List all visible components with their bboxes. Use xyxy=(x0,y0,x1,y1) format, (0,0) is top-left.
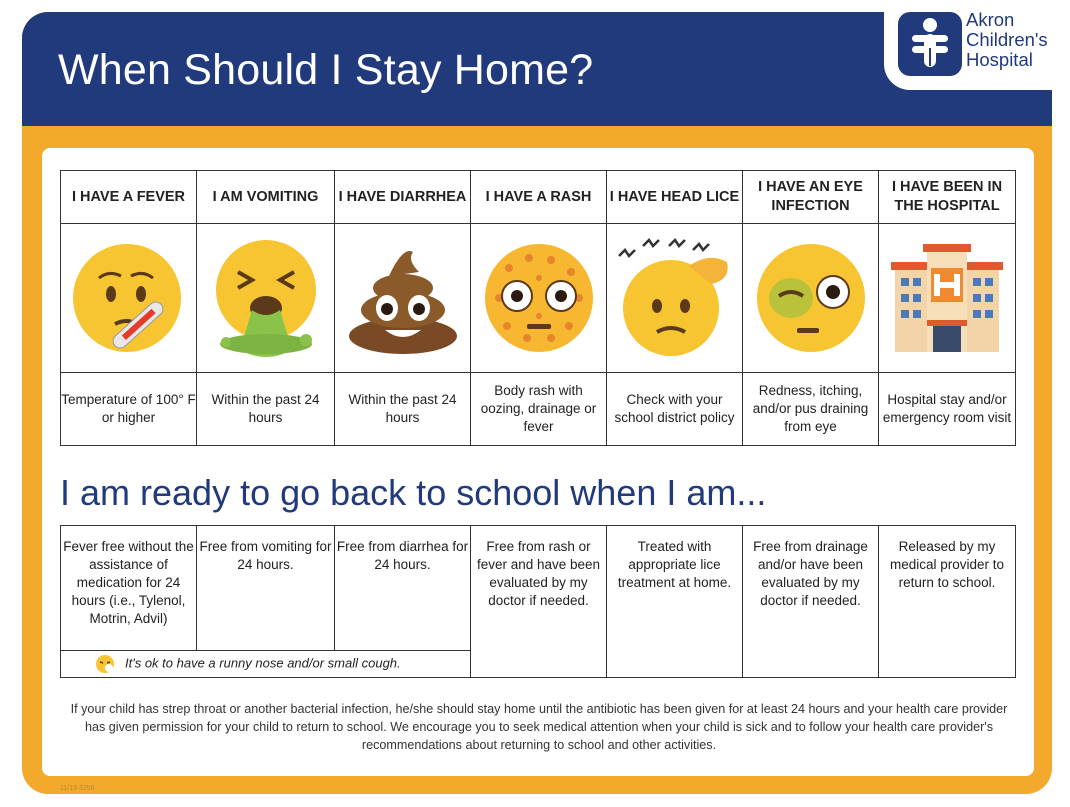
hospital-logo-icon xyxy=(898,12,962,76)
symptom-heading: I HAVE HEAD LICE xyxy=(607,171,743,224)
symptom-heading: I HAVE A RASH xyxy=(471,171,607,224)
return-criterion: Free from drainage and/or have been evaluated by my doctor if needed. xyxy=(743,526,879,678)
thermometer-face-icon xyxy=(61,224,197,373)
rash-face-icon xyxy=(471,224,607,373)
runny-nose-note xyxy=(61,651,471,678)
logo-line: Akron xyxy=(966,9,1015,30)
return-criteria-table xyxy=(60,525,1016,678)
poop-icon xyxy=(335,224,471,373)
logo-line: Children's xyxy=(966,29,1048,50)
return-criterion: Free from vomiting for 24 hours. xyxy=(197,526,335,651)
page-title: When Should I Stay Home? xyxy=(58,46,594,94)
stay-home-table xyxy=(60,170,1016,446)
symptom-detail: Temperature of 100° F or higher xyxy=(61,373,197,446)
symptom-heading: I HAVE AN EYE INFECTION xyxy=(743,171,879,224)
return-criterion: Treated with appropriate lice treatment at home. xyxy=(607,526,743,678)
return-criterion: Free from rash or fever and have been evaluated by my doctor if needed. xyxy=(471,526,607,678)
footer-note: If your child has strep throat or another bacterial infection, he/she should stay home until the antibiotic has been given for at least 24 hours and your health care provider has given permission for your child to return to school. We encourage you to seek medical attention when your child is sick and to follow your health care provider's recommendations about returning to school and other activities. xyxy=(70,702,1008,752)
document-code: 11/19 3256 xyxy=(60,785,95,792)
return-criterion: Released by my medical provider to return to school. xyxy=(879,526,1016,678)
symptom-detail: Body rash with oozing, drainage or fever xyxy=(471,373,607,446)
symptom-heading: I HAVE DIARRHEA xyxy=(335,171,471,224)
symptom-detail: Hospital stay and/or emergency room visit xyxy=(879,373,1016,446)
eye-infection-face-icon xyxy=(743,224,879,373)
symptom-heading: I HAVE A FEVER xyxy=(61,171,197,224)
vomiting-face-icon xyxy=(197,224,335,373)
symptom-detail: Redness, itching, and/or pus draining from eye xyxy=(743,373,879,446)
note-text: It's ok to have a runny nose and/or small cough. xyxy=(125,655,401,671)
return-heading: I am ready to go back to school when I am... xyxy=(60,472,767,513)
symptom-detail: Check with your school district policy xyxy=(607,373,743,446)
symptom-heading: I AM VOMITING xyxy=(197,171,335,224)
symptom-detail: Within the past 24 hours xyxy=(197,373,335,446)
sneezing-face-icon xyxy=(95,654,115,674)
head-lice-face-icon xyxy=(607,224,743,373)
return-criterion: Fever free without the assistance of medication for 24 hours (i.e., Tylenol, Motrin, Advil) xyxy=(61,526,197,651)
logo-wordmark xyxy=(966,10,1048,70)
logo-line: Hospital xyxy=(966,49,1033,70)
hospital-icon xyxy=(879,224,1016,373)
return-criterion: Free from diarrhea for 24 hours. xyxy=(335,526,471,651)
symptom-detail: Within the past 24 hours xyxy=(335,373,471,446)
symptom-heading: I HAVE BEEN IN THE HOSPITAL xyxy=(879,171,1016,224)
